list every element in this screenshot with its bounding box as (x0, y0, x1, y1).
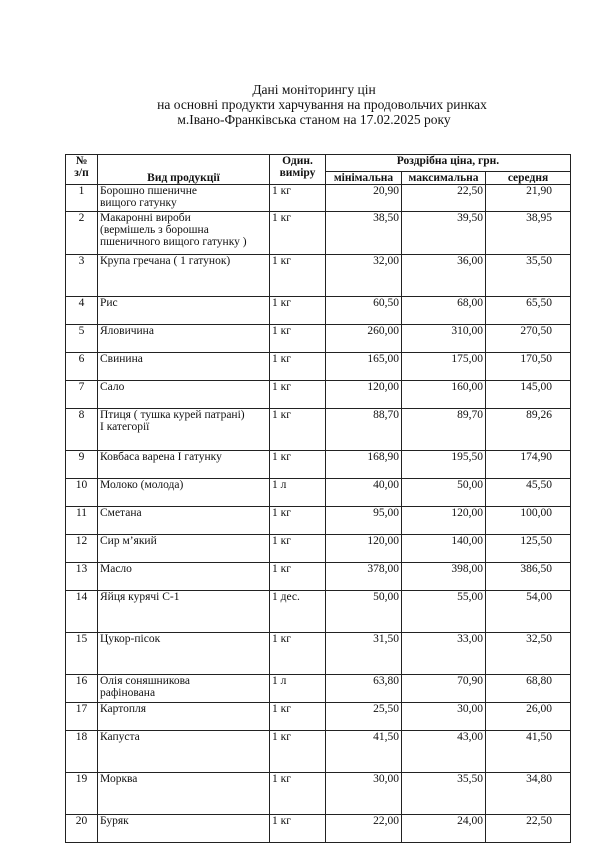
product-name: Молоко (молода) (98, 479, 270, 507)
price-max: 50,00 (402, 479, 486, 507)
price-min: 60,50 (326, 297, 402, 325)
row-number: 2 (66, 212, 98, 255)
product-name: Картопля (98, 703, 270, 731)
unit-of-measure: 1 кг (270, 409, 326, 451)
row-number: 19 (66, 773, 98, 815)
row-number: 8 (66, 409, 98, 451)
table-row (66, 591, 571, 633)
price-max: 36,00 (402, 255, 486, 297)
row-number: 14 (66, 591, 98, 633)
price-max: 33,00 (402, 633, 486, 675)
price-avg: 270,50 (486, 325, 571, 353)
header-retail-price: Роздрібна ціна, грн. (326, 155, 571, 172)
product-name: Макаронні вироби (вермішель з борошна пшеничного вищого гатунку ) (98, 212, 270, 255)
table-row (66, 563, 571, 591)
price-min: 260,00 (326, 325, 402, 353)
price-max: 22,50 (402, 185, 486, 212)
price-min: 63,80 (326, 675, 402, 703)
price-max: 398,00 (402, 563, 486, 591)
price-avg: 21,90 (486, 185, 571, 212)
price-max: 195,50 (402, 451, 486, 479)
row-number: 17 (66, 703, 98, 731)
product-name: Сметана (98, 507, 270, 535)
price-avg: 68,80 (486, 675, 571, 703)
product-name: Ковбаса варена І гатунку (98, 451, 270, 479)
row-number: 7 (66, 381, 98, 409)
unit-of-measure: 1 кг (270, 815, 326, 843)
table-row (66, 325, 571, 353)
price-max: 35,50 (402, 773, 486, 815)
row-number: 15 (66, 633, 98, 675)
product-name: Капуста (98, 731, 270, 773)
row-number: 18 (66, 731, 98, 773)
product-name: Рис (98, 297, 270, 325)
unit-of-measure: 1 л (270, 675, 326, 703)
table-row (66, 815, 571, 843)
unit-of-measure: 1 кг (270, 731, 326, 773)
unit-of-measure: 1 кг (270, 185, 326, 212)
price-table (65, 154, 571, 843)
price-max: 160,00 (402, 381, 486, 409)
header-max: максимальна (402, 172, 486, 185)
price-min: 38,50 (326, 212, 402, 255)
row-number: 20 (66, 815, 98, 843)
title-line-1: Дані моніторингу цін (252, 82, 376, 97)
unit-of-measure: 1 кг (270, 381, 326, 409)
table-row (66, 633, 571, 675)
header-min: мінімальна (326, 172, 402, 185)
price-max: 175,00 (402, 353, 486, 381)
price-min: 25,50 (326, 703, 402, 731)
price-avg: 174,90 (486, 451, 571, 479)
table-row (66, 507, 571, 535)
price-avg: 125,50 (486, 535, 571, 563)
unit-of-measure: 1 кг (270, 255, 326, 297)
row-number: 13 (66, 563, 98, 591)
table-row (66, 212, 571, 255)
table-row (66, 255, 571, 297)
price-min: 32,00 (326, 255, 402, 297)
price-avg: 26,00 (486, 703, 571, 731)
table-row (66, 409, 571, 451)
unit-of-measure: 1 л (270, 479, 326, 507)
price-min: 22,00 (326, 815, 402, 843)
price-avg: 41,50 (486, 731, 571, 773)
price-max: 70,90 (402, 675, 486, 703)
price-min: 30,00 (326, 773, 402, 815)
row-number: 1 (66, 185, 98, 212)
unit-of-measure: 1 кг (270, 633, 326, 675)
price-avg: 34,80 (486, 773, 571, 815)
table-row (66, 353, 571, 381)
price-avg: 45,50 (486, 479, 571, 507)
table-row (66, 381, 571, 409)
price-max: 310,00 (402, 325, 486, 353)
row-number: 6 (66, 353, 98, 381)
unit-of-measure: 1 дес. (270, 591, 326, 633)
price-avg: 145,00 (486, 381, 571, 409)
price-min: 40,00 (326, 479, 402, 507)
product-name: Сир м’який (98, 535, 270, 563)
product-name: Цукор-пісок (98, 633, 270, 675)
price-avg: 54,00 (486, 591, 571, 633)
price-max: 89,70 (402, 409, 486, 451)
row-number: 16 (66, 675, 98, 703)
price-min: 41,50 (326, 731, 402, 773)
price-avg: 22,50 (486, 815, 571, 843)
price-min: 50,00 (326, 591, 402, 633)
product-name: Яйця курячі С-1 (98, 591, 270, 633)
price-min: 20,90 (326, 185, 402, 212)
unit-of-measure: 1 кг (270, 353, 326, 381)
product-name: Масло (98, 563, 270, 591)
price-avg: 386,50 (486, 563, 571, 591)
unit-of-measure: 1 кг (270, 773, 326, 815)
table-row (66, 535, 571, 563)
price-min: 168,90 (326, 451, 402, 479)
unit-of-measure: 1 кг (270, 297, 326, 325)
product-name: Олія соняшникова рафінована (98, 675, 270, 703)
price-min: 120,00 (326, 535, 402, 563)
table-row (66, 675, 571, 703)
unit-of-measure: 1 кг (270, 507, 326, 535)
row-number: 9 (66, 451, 98, 479)
row-number: 4 (66, 297, 98, 325)
price-min: 31,50 (326, 633, 402, 675)
unit-of-measure: 1 кг (270, 703, 326, 731)
product-name: Сало (98, 381, 270, 409)
product-name: Крупа гречана ( 1 гатунок) (98, 255, 270, 297)
product-name: Борошно пшеничне вищого гатунку (98, 185, 270, 212)
title-line-3: м.Івано-Франківська станом на 17.02.2025 року (177, 112, 451, 127)
row-number: 5 (66, 325, 98, 353)
table-row (66, 479, 571, 507)
product-name: Морква (98, 773, 270, 815)
price-max: 43,00 (402, 731, 486, 773)
product-name: Буряк (98, 815, 270, 843)
row-number: 11 (66, 507, 98, 535)
price-max: 55,00 (402, 591, 486, 633)
price-max: 120,00 (402, 507, 486, 535)
price-max: 68,00 (402, 297, 486, 325)
row-number: 10 (66, 479, 98, 507)
unit-of-measure: 1 кг (270, 535, 326, 563)
table-row (66, 185, 571, 212)
price-min: 95,00 (326, 507, 402, 535)
unit-of-measure: 1 кг (270, 325, 326, 353)
price-max: 39,50 (402, 212, 486, 255)
header-avg: середня (486, 172, 571, 185)
header-product: Вид продукції (98, 155, 270, 185)
price-min: 88,70 (326, 409, 402, 451)
price-min: 378,00 (326, 563, 402, 591)
price-avg: 35,50 (486, 255, 571, 297)
price-min: 120,00 (326, 381, 402, 409)
unit-of-measure: 1 кг (270, 212, 326, 255)
price-avg: 170,50 (486, 353, 571, 381)
header-number: № з/п (66, 155, 98, 185)
document-title (0, 82, 600, 127)
unit-of-measure: 1 кг (270, 451, 326, 479)
table-row (66, 731, 571, 773)
price-min: 165,00 (326, 353, 402, 381)
product-name: Свинина (98, 353, 270, 381)
unit-of-measure: 1 кг (270, 563, 326, 591)
price-max: 30,00 (402, 703, 486, 731)
price-avg: 65,50 (486, 297, 571, 325)
row-number: 3 (66, 255, 98, 297)
row-number: 12 (66, 535, 98, 563)
table-row (66, 773, 571, 815)
price-max: 24,00 (402, 815, 486, 843)
price-avg: 38,95 (486, 212, 571, 255)
price-avg: 89,26 (486, 409, 571, 451)
table-row (66, 297, 571, 325)
table-row (66, 451, 571, 479)
price-avg: 100,00 (486, 507, 571, 535)
price-max: 140,00 (402, 535, 486, 563)
product-name: Птиця ( тушка курей патрані) І категорії (98, 409, 270, 451)
table-row (66, 703, 571, 731)
price-avg: 32,50 (486, 633, 571, 675)
header-unit: Один. виміру (270, 155, 326, 185)
title-line-2: на основні продукти харчування на продовольчих ринках (157, 97, 487, 112)
product-name: Яловичина (98, 325, 270, 353)
